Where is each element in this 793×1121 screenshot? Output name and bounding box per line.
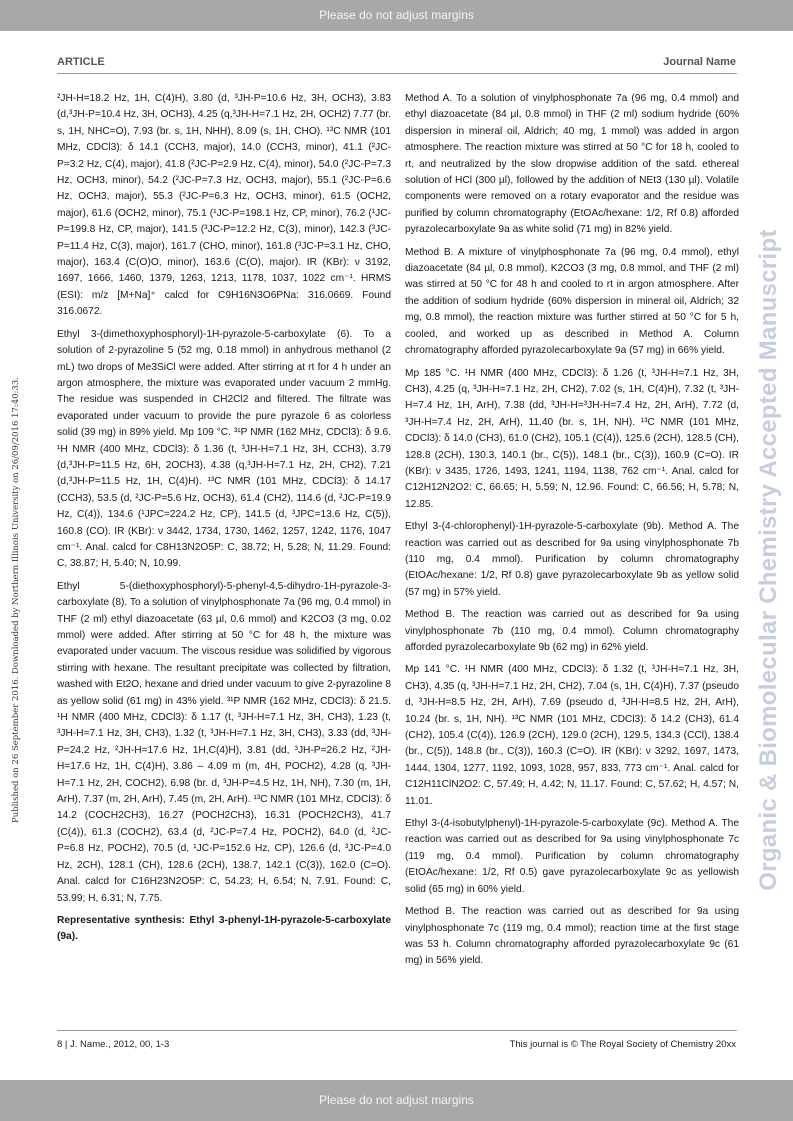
- page-citation: 8 | J. Name., 2012, 00, 1-3: [57, 1039, 170, 1050]
- footer-rule: [57, 1030, 737, 1031]
- header-rule: [57, 73, 737, 74]
- copyright-notice: This journal is © The Royal Society of Chemistry 20xx: [509, 1039, 736, 1050]
- right-text-column: [405, 91, 739, 976]
- paragraph-characterization-9a: Mp 185 °C. ¹H NMR (400 MHz, CDCl3): δ 1.26 (t, ³JH-H=7.1 Hz, 3H, CH3), 4.25 (q, ³JH-H=7.1 Hz, 2H, CH2), 7.02 (s, 1H, C(4)H), 7.32 (t, ³JH-H=7.4 Hz, 1H, ArH), 7.38 (dd, ³JH-H=³JH-H=7.4 Hz, 2H, ArH), 7.72 (d, ³JH-H=7.4 Hz, 2H, ArH), 11.40 (br. s, 1H, NH). ¹³C NMR (101 MHz, CDCl3): δ 14.0 (CH3), 61.0 (CH2), 105.1 (C(4)), 125.6 (2CH), 128.5 (CH), 128.8 (2CH), 130.3, 140.1 (br., C(5)), 148.1 (br., C(3)), 160.9 (C=O). IR (KBr): ν 3435, 1726, 1493, 1241, 1194, 1138, 762 cm⁻¹. Anal. calcd for C12H12N2O2: C, 66.65; H, 5.59; N, 12.96. Found: C, 66.56; H, 5.78; N, 12.85.: [405, 367, 739, 510]
- article-label: ARTICLE: [57, 56, 105, 68]
- paragraph-compound-9b-method-a: Ethyl 3-(4-chlorophenyl)-1H-pyrazole-5-carboxylate (9b). Method A. The reaction was carried out as described for 9a using vinylphosphonate 7b (110 mg, 0.4 mmol). Purification by column chromatography (EtOAc/hexane: 1/2, Rf 0.8) gave pyrazolecarboxylate 9b as yellow solid (57 mg) in 57% yield.: [405, 521, 739, 598]
- accepted-manuscript-watermark: Organic & Biomolecular Chemistry Accepted Manuscript: [755, 229, 782, 891]
- paragraph-compound-9c-method-a: Ethyl 3-(4-isobutylphenyl)-1H-pyrazole-5-carboxylate (9c). Method A. The reaction was carried out as described for 9a using vinylphosphonate 7c (119 mg, 0.4 mmol). Purification by column chromatography (EtOAc/hexane: 1/2, Rf 0.5) gave pyrazolecarboxylate 9c as yellowish solid (65 mg) in 60% yield.: [405, 818, 739, 895]
- journal-name-label: Journal Name: [663, 56, 736, 68]
- paragraph-characterization-9b: Mp 141 °C. ¹H NMR (400 MHz, CDCl3): δ 1.32 (t, ³JH-H=7.1 Hz, 3H, CH3), 4.35 (q, ³JH-H=7.1 Hz, 2H, CH2), 7.04 (s, 1H, C(4)H), 7.37 (pseudo d, ³JH-H=8.5 Hz, 2H, ArH), 7.69 (pseudo d, ³JH-H=8.5 Hz, 2H, ArH), 10.24 (br. s, 1H, NH). ¹³C NMR (101 MHz, CDCl3): δ 14.2 (CH3), 61.4 (CH2), 105.4 (C(4)), 126.9 (2CH), 129.0 (2CH), 129.5, 134.3 (CCl), 138.4 (br., C(5)), 148.8 (br., C(3)), 160.3 (C=O). IR (KBr): ν 3292, 1697, 1473, 1444, 1304, 1277, 1192, 1093, 1028, 957, 833, 773 cm⁻¹. Anal. calcd for C12H11ClN2O2: C, 57.49; H, 4.42; N, 11.17. Found: C, 57.62; H, 4.57; N, 11.01.: [405, 664, 739, 807]
- paragraph-compound-8: Ethyl 5-(diethoxyphosphoryl)-5-phenyl-4,5-dihydro-1H-pyrazole-3-carboxylate (8). To a solution of vinylphosphonate 7a (96 mg, 0.4 mmol) in THF (2 ml) ethyl diazoacetate (63 µl, 0.6 mmol) and K2CO3 (3 mg, 0.02 mmol) were added. After stirring at 50 °C for 48 h, the mixture was evaporated under vacuum. The viscous residue was solidified by vigorous stirring with hexane. The resultant precipitate was collected by filtration, washed with Et2O, hexane and dried under vacuum to give 2-pyrazoline 8 as yellow solid (61 mg) in 43% yield. ³¹P NMR (162 MHz, CDCl3): δ 21.5. ¹H NMR (400 MHz, CDCl3): δ 1.17 (t, ³JH-H=7.1 Hz, 3H, CH3), 1.23 (t, ³JH-H=7.1 Hz, 3H, CH3), 1.32 (t, ³JH-H=7.1 Hz, 3H, CH3), 3.33 (dd, ³JH-P=24.2 Hz, ²JH-H=17.6 Hz, 1H,C(4)H), 3.81 (dd, ³JH-P=26.2 Hz, ²JH-H=17.6 Hz, 1H, C(4)H), 3.86 – 4.09 m (m, 4H, POCH2), 4.28 (q, ³JH-H=7.1 Hz, 2H, COCH2), 6.98 (br. d, ³JH-P=4.5 Hz, 1H, NH), 7.30 (m, 1H, ArH), 7.37 (m, 2H, ArH), 7.45 (m, 2H, ArH). ¹³C NMR (101 MHz, CDCl3): δ 14.2 (COCH2CH3), 16.27 (POCH2CH3), 16.31 (POCH2CH3), 41.7 (C(4)), 61.3 (COCH2), 63.4 (d, ²JC-P=7.4 Hz, POCH2), 64.0 (d, ²JC-P=6.8 Hz, POCH2), 70.5 (d, ¹JC-P=152.6 Hz, CP), 126.6 (d, ³JC-P=4.0 Hz, 2CH), 128.1 (CH), 128.6 (2CH), 138.7, 142.1 (C(3)), 162.0 (C=O). Anal. calcd for C16H23N2O5P: C, 54.23; H, 6.54; N, 7.91. Found: C, 53.99; H, 6.31; N, 7.75.: [57, 580, 391, 904]
- left-text-column: [57, 91, 391, 952]
- publication-side-note: Published on 26 September 2016. Downloaded by Northern Illinois University on 26/09/2016 17:40:33.: [11, 377, 21, 823]
- paragraph-nmr-data-5: ²JH-H=18.2 Hz, 1H, C(4)H), 3.80 (d, ³JH-P=10.6 Hz, 3H, OCH3), 3.83 (d,³JH-P=10.4 Hz, 3H, OCH3), 4.25 (q,³JH-H=7.1 Hz, 2H, OCH2) 7.77 (br. s, 1H, NHC=O), 7.93 (br. s, 1H, NHH), 8.09 (s, 1H, CHO). ¹³C NMR (101 MHz, CDCl3): δ 14.1 (CCH3, major), 14.0 (CCH3, minor), 41.1 (²JC-P=3.2 Hz, C(4), major), 41.8 (²JC-P=2.9 Hz, C(4), minor), 54.0 (²JC-P=7.3 Hz, OCH3, minor), 54.2 (²JC-P=7.3 Hz, OCH3, major), 55.1 (²JC-P=6.6 Hz, OCH3, major), 55.3 (²JC-P=6.3 Hz, OCH3, minor), 61.5 (OCH2, major), 61.6 (OCH2, minor), 75.1 (¹JC-P=198.1 Hz, CP, minor), 76.2 (¹JC-P=199.8 Hz, CP, major), 141.5 (³JC-P=12.2 Hz, C(3), minor), 142.3 (³JC-P=11.4 Hz, C(3), major), 161.7 (CHO, minor), 161.8 (³JC-P=3.1 Hz, CHO, major), 163.4 (C(O)O, minor), 163.6 (C(O), major). IR (KBr): ν 3192, 1697, 1666, 1460, 1379, 1263, 1213, 1178, 1037, 1022 cm⁻¹. HRMS (ESI): m/z [M+Na]⁺ calcd for C9H16N3O6PNa: 316.0669. Found 316.0672.: [57, 93, 391, 318]
- paragraph-compound-9c-method-b: Method B. The reaction was carried out as described for 9a using vinylphosphonate 7c (119 mg, 0.4 mmol); reaction time at the first stage was 53 h. Column chromatography afforded pyrazolecarboxylate 9c (61 mg) in 56% yield.: [405, 906, 739, 967]
- paragraph-compound-9b-method-b: Method B. The reaction was carried out as described for 9a using vinylphosphonate 7b (110 mg, 0.4 mmol). Column chromatography afforded pyrazolecarboxylate 9b (62 mg) in 62% yield.: [405, 609, 739, 653]
- paragraph-compound-6: Ethyl 3-(dimethoxyphosphoryl)-1H-pyrazole-5-carboxylate (6). To a solution of 2-pyrazoline 5 (52 mg, 0.18 mmol) in anhydrous methanol (2 mL) two drops of Me3SiCl were added. After stirring at rt for 4 h under an argon atmosphere, the mixture was evaporated under vacuum 2 mmHg. The residue was suspended in CH2Cl2 and filtered. The filtrate was evaporated under vacuum to provide the pure pyrazole 6 as colorless solid (39 mg) in 89% yield. Mp 109 °C. ³¹P NMR (162 MHz, CDCl3): δ 9.6. ¹H NMR (400 MHz, CDCl3): δ 1.36 (t, ³JH-H=7.1 Hz, 3H, CCH3), 3.79 (d,³JH-P=11.5 Hz, 6H, 2OCH3), 4.38 (q,³JH-H=7.1 Hz, 2H, CH2), 7.21 (d,³JH-P=11.5 Hz, 1H, C(4)H). ¹³C NMR (101 MHz, CDCl3): δ 14.17 (CCH3), 53.5 (d, ²JC-P=5.6 Hz, OCH3), 61.4 (CH2), 114.6 (d, ²JC-P=19.9 Hz, C(4)), 134.6 (¹JPC=224.2 Hz, CP), 141.5 (d, ³JPC=13.6 Hz, C(5)), 160.8 (CO). IR (KBr): ν 3442, 1734, 1730, 1462, 1257, 1242, 1176, 1047 cm⁻¹. Anal. calcd for C8H13N2O5P: C, 38.72; H, 5.28; N, 11.29. Found: C, 38.87; H, 5.40; N, 10.99.: [57, 328, 391, 570]
- top-margin-banner: Please do not adjust margins: [0, 0, 793, 31]
- heading-representative-synthesis: Representative synthesis: Ethyl 3-phenyl-1H-pyrazole-5-carboxylate (9a).: [57, 914, 391, 943]
- paragraph-method-b-9a: Method B. A mixture of vinylphosphonate 7a (96 mg, 0.4 mmol), ethyl diazoacetate (84 µl, 0.8 mmol), K2CO3 (3 mg, 0.8 mmol, and THF (2 ml) was stirred at 50 °C for 48 h and cooled to rt in argon atmosphere. After the addition of sodium hydride (60% dispersion in mineral oil, Aldrich; 32 mg, 0.8 mmol), the reaction mixture was further stirred at 50 °C for 5 h, cooled, and worked up as described in Method A. Column chromatography afforded pyrazolecarboxylate 9a (57 mg) in 66% yield.: [405, 246, 739, 357]
- paragraph-method-a-9a: Method A. To a solution of vinylphosphonate 7a (96 mg, 0.4 mmol) and ethyl diazoacetate (84 µl, 0.8 mmol) in THF (2 ml) sodium hydride (60% dispersion in mineral oil, Aldrich; 40 mg, 1 mmol) was added in argon atmosphere. The reaction mixture was stirred at 50 °C for 18 h, cooled to rt, and neutralized by the slow dropwise addition of the satd. ethereal solution of HCl (300 µl), followed by the addition of NEt3 (130 µl). Volatile components were removed on a rotary evaporator and the residue was purified by column chromatography (EtOAc/hexane: 1/2, Rf 0.8) afforded pyrazolecarboxylate 9a as white solid (71 mg) in 82% yield.: [405, 93, 739, 236]
- bottom-margin-banner: Please do not adjust margins: [0, 1080, 793, 1121]
